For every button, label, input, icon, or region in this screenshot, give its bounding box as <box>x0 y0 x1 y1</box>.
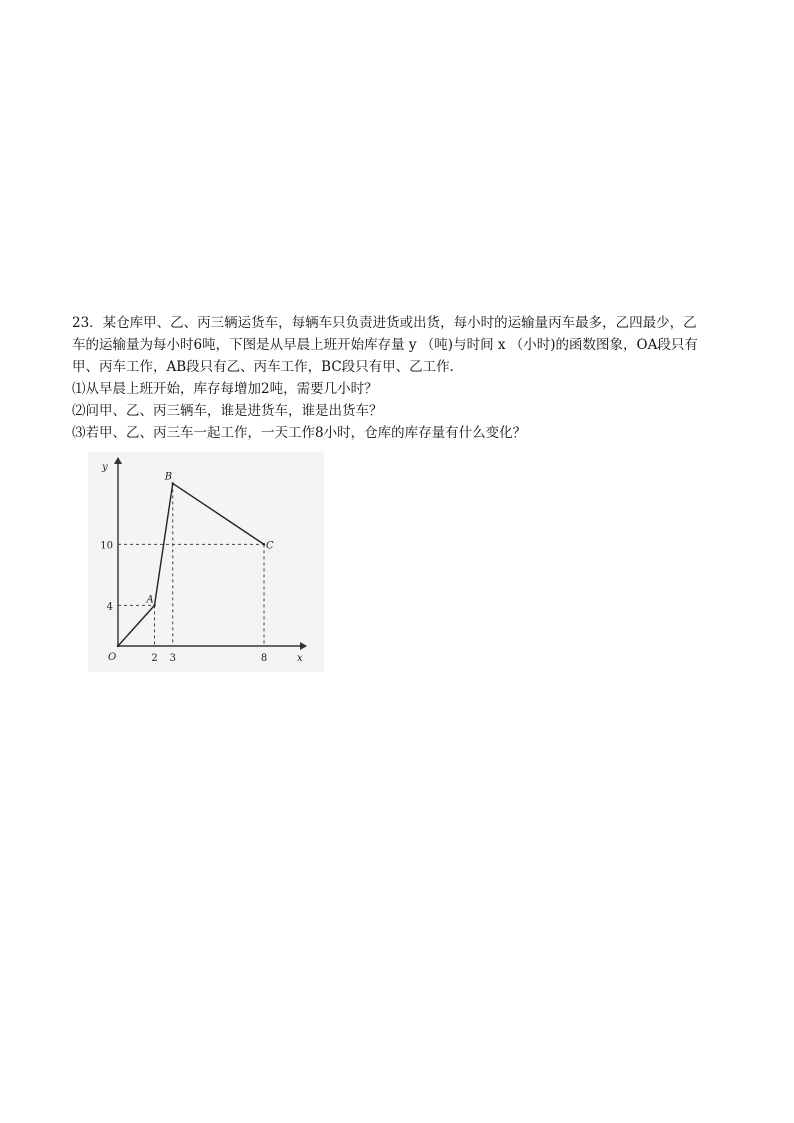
problem-statement-line-1: 23．某仓库甲、乙、丙三辆运货车，每辆车只负责进货或出货，每小时的运输量丙车最多，乙四最少，乙 <box>72 315 697 331</box>
question-3: ⑶若甲、乙、丙三车一起工作，一天工作8小时，仓库的库存量有什么变化？ <box>72 425 527 441</box>
point-marker-C <box>263 543 265 545</box>
graph-series <box>117 482 265 647</box>
y-axis-label: y <box>102 462 108 473</box>
origin-label: O <box>108 652 117 663</box>
series-line-OABC <box>118 483 264 646</box>
point-label-B: B <box>164 471 173 483</box>
y-tick-label-4: 4 <box>106 601 113 613</box>
problem-statement-line-2: 车的运输量为每小时6吨，下图是从早晨上班开始库存量 y （吨)与时间 x （小时)的函数图象，OA段只有 <box>72 337 698 353</box>
point-marker-B <box>172 482 174 484</box>
function-graph-figure <box>88 452 324 672</box>
question-1: ⑴从早晨上班开始，库存每增加2吨，需要几小时？ <box>72 381 378 397</box>
question-2: ⑵问甲、乙、丙三辆车，谁是进货车，谁是出货车？ <box>72 403 383 419</box>
problem-statement-line-3: 甲、丙车工作，AB段只有乙、丙车工作，BC段只有甲、乙工作． <box>72 359 464 375</box>
point-marker-O <box>117 645 119 647</box>
y-tick-label-10: 10 <box>100 540 113 552</box>
point-label-A: A <box>146 594 154 606</box>
problem-text <box>72 312 722 444</box>
x-tick-label-8: 8 <box>260 653 268 664</box>
function-graph <box>88 452 324 672</box>
x-tick-label-3: 3 <box>169 653 176 664</box>
point-label-C: C <box>266 540 274 552</box>
x-axis-label: x <box>297 653 303 664</box>
x-tick-label-2: 2 <box>151 653 158 664</box>
